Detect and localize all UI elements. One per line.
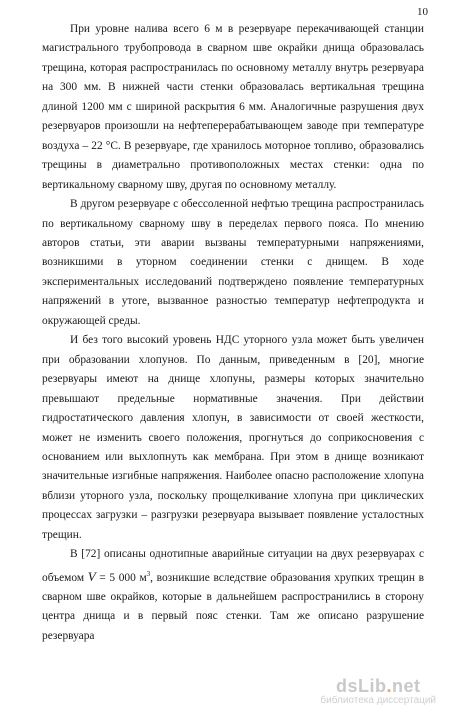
watermark-brand-dot: . xyxy=(386,676,392,696)
formula-superscript: 3 xyxy=(146,569,151,578)
document-body xyxy=(42,20,424,646)
paragraph-3: И без того высокий уровень НДС уторного узла может быть увеличен при образовании хлопунов. По данным, приведенным в [20], многие резервуары имеют на днище хлопуны, размеры которых значительно превышают предельные нормативные значения. При действии гидростатического давления хлопун, в зависимости от своей жесткости, может не изменить своего положения, прогнуться до соприкосновения с основанием или выхлопнуть как мембрана. При этом в днище возникают значительные изгибные напряжения. Наиболее опасно расположение хлопуна вблизи уторного узла, поскольку прощелкивание хлопуна при циклических процессах загрузки – разгрузки резервуара вызывает появление усталостных трещин. xyxy=(42,334,424,541)
watermark-logo[interactable] xyxy=(320,677,436,707)
paragraph-4-start: В [72] описаны однотипные аварийные ситуации на двух резервуарах с объемом xyxy=(42,548,424,584)
formula-variable: V xyxy=(87,568,96,584)
page-number: 10 xyxy=(417,6,428,18)
watermark-brand xyxy=(320,677,436,695)
paragraph-4-end: , возникшие вследствие образования хрупких трещин в сварном шве окрайков, которые в дальнейшем распространились в сторону центра днища и в первый пояс стенки. Там же описано разрушение резервуара xyxy=(42,571,424,642)
paragraph-2: В другом резервуаре с обессоленной нефтью трещина распространилась по вертикальному сварному шву в переделах первого пояса. По мнению авторов статьи, эти аварии вызваны температурными напряжениями, возникшими в уторном соединении стенки с днищем. В ходе экспериментальных исследований подтверждено появление температурных напряжений в утore, вызванное разностью температур нефтепродукта и окружающей среды. xyxy=(42,198,424,327)
watermark-subtitle: библиотека диссертаций xyxy=(320,695,436,706)
paragraph-1: При уровне налива всего 6 м в резервуаре перекачивающей станции магистрального трубопровода в сварном шве окрайки днища образовалась трещина, которая распространилась по основному металлу внутрь резервуара на 300 мм. В нижней части стенки образовалась вертикальная трещина длиной 1200 мм с шириной раскрытия 6 мм. Аналогичные разрушения двух резервуаров произошли на нефтеперерабатывающем заводе при температуре воздуха – 22 °С. В резервуаре, где хранилось моторное топливо, образовались трещины в диаметрально противоположных местах стенки: одна по вертикальному сварному шву, другая по основному металлу. xyxy=(42,23,424,191)
watermark-brand-left: dsLib xyxy=(335,676,387,696)
paragraph-4 xyxy=(42,545,424,646)
formula-value: = 5 000 м xyxy=(95,571,147,584)
watermark-brand-right: net xyxy=(391,676,421,696)
